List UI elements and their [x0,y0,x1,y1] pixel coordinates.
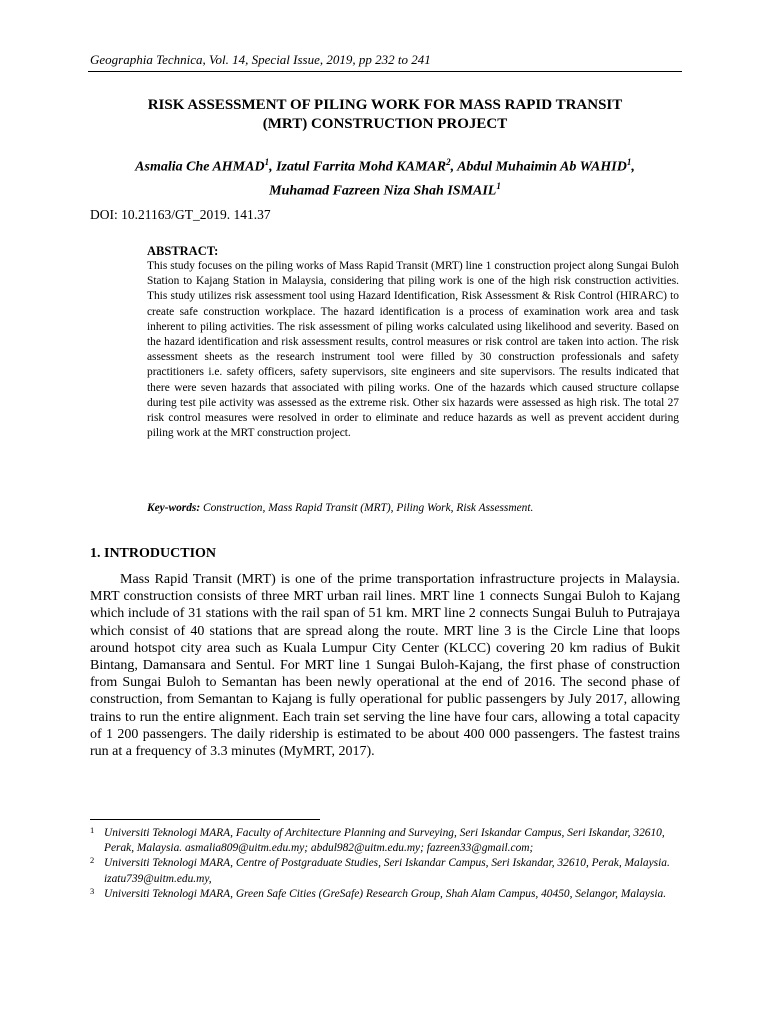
title-line-1: RISK ASSESSMENT OF PILING WORK FOR MASS RAPID TRANSIT [147,97,623,113]
title-line-2: (MRT) CONSTRUCTION PROJECT [262,116,508,132]
intro-paragraph: Mass Rapid Transit (MRT) is one of the prime transportation infrastructure projects in Malaysia. MRT construction consists of three MRT urban rail lines. MRT line 1 connects Sungai Buloh to Kajang which include of 31 stations with the rail span of 51 km. MRT line 2 connects Sungai Buluh to Putrajaya which consist of 40 stations that are spread along the route. MRT line 3 is the Circle Line that loops around hotspot city area such as Kuala Lumpur City Center (KLCC) covering 20 km radius of Bukit Bintang, Damansara and Sentul. For MRT line 1 Sungai Buloh-Kajang, the first phase of construction from Sungai Buloh to Semantan has been newly operational at the end of 2016. The second phase of construction, from Semantan to Kajang is fully operational for public passengers by July 2017, allowing trains to run the entire alignment. Each train set serving the line have four cars, allowing a total capacity of 1 200 passengers. The daily ridership is estimated to be about 400 000 passengers. The fastest trains run at a frequency of 3.3 minutes (MyMRT, 2017). [90,572,680,760]
header-rule [88,71,682,72]
footnote-mark: 3 [90,885,95,896]
footnote-mark: 1 [90,825,95,835]
abstract [147,244,679,441]
author-line-1: Asmalia Che AHMAD$^1$, Izatul Farrita Mohd KAMAR$^2$, Abdul Muhaimin Ab WAHID$^1$, [135,157,635,175]
footnote-rule [90,819,320,820]
keywords-text: Construction, Mass Rapid Transit (MRT), Piling Work, Risk Assessment. [203,502,534,514]
footnote-text: Universiti Teknologi MARA, Centre of Postgraduate Studies, Seri Iskandar Campus, Seri Iskandar, 32610, Perak, Malaysia. izatu739@uitm.edu.my, [104,857,670,885]
author-affiliation-mark: 2 [446,157,451,167]
author-affiliation-mark: 1 [496,180,501,191]
paper-title [88,96,682,134]
footnote-mark: 2 [90,855,95,866]
author-name: Asmalia Che AHMAD [135,159,265,175]
footnote [90,856,680,886]
author-name: Abdul Muhaimin Ab WAHID [457,159,627,175]
footnote-text: Universiti Teknologi MARA, Green Safe Cities (GreSafe) Research Group, Shah Alam Campus, 40450, Selangor, Malaysia. [104,887,667,900]
footnote [90,826,680,856]
author-affiliation-mark: 1 [264,157,270,167]
abstract-text: This study focuses on the piling works of Mass Rapid Transit (MRT) line 1 construction project along Sungai Buloh Station to Kajang Station in Malaysia, considering that piling work is one of the high risk construction activities. This study utilizes risk assessment tool using Hazard Identification, Risk Assessment & Risk Control (HIRARC) to create safe construction workplace. The hazard identification is a process of examination work area and task inherent to piling activities. The risk assessment of piling works calculated using likelihood and severity. Based on the hazard identification and risk assessment results, control measures or risk control are taken into action. The risk assessment sheets as the research instrument tool were filled by 30 construction professionals and safety practitioners i.e. safety officers, safety supervisors, site engineers and site supervisors. The results indicated that there were seven hazards that associated with piling works. One of the hazards which caused structure collapse during test pile activity was assessed as the extreme risk. Other six hazards were assessed as high risk. The total 27 risk control measures were resolved in order to eliminate and reduce hazards as well as prevent accident during piling work at the MRT construction project. [147,260,679,440]
keywords [147,502,679,514]
running-header: Geographia Technica, Vol. 14, Special Issue, 2019, pp 232 to 241 [90,52,431,67]
author-list [88,153,682,200]
author-name: Izatul Farrita Mohd KAMAR [276,159,447,175]
section-heading: 1. INTRODUCTION [90,546,217,561]
author-affiliation-mark: 1 [626,157,632,167]
author-line-2 [88,177,682,201]
abstract-label: ABSTRACT: [147,244,219,258]
doi: DOI: 10.21163/GT_2019. 141.37 [90,207,271,222]
keywords-label: Key-words: [147,502,201,514]
author-name: Muhamad Fazreen Niza Shah ISMAIL [269,183,497,199]
footnote [90,887,680,902]
footnote-text: Universiti Teknologi MARA, Faculty of Architecture Planning and Surveying, Seri Iskandar Campus, Seri Iskandar, 32610, Perak, Malaysia. asmalia809@uitm.edu.my; abdul982@uitm.edu.my; fazreen33@gmail.com; [104,827,665,855]
footnotes [90,826,680,902]
